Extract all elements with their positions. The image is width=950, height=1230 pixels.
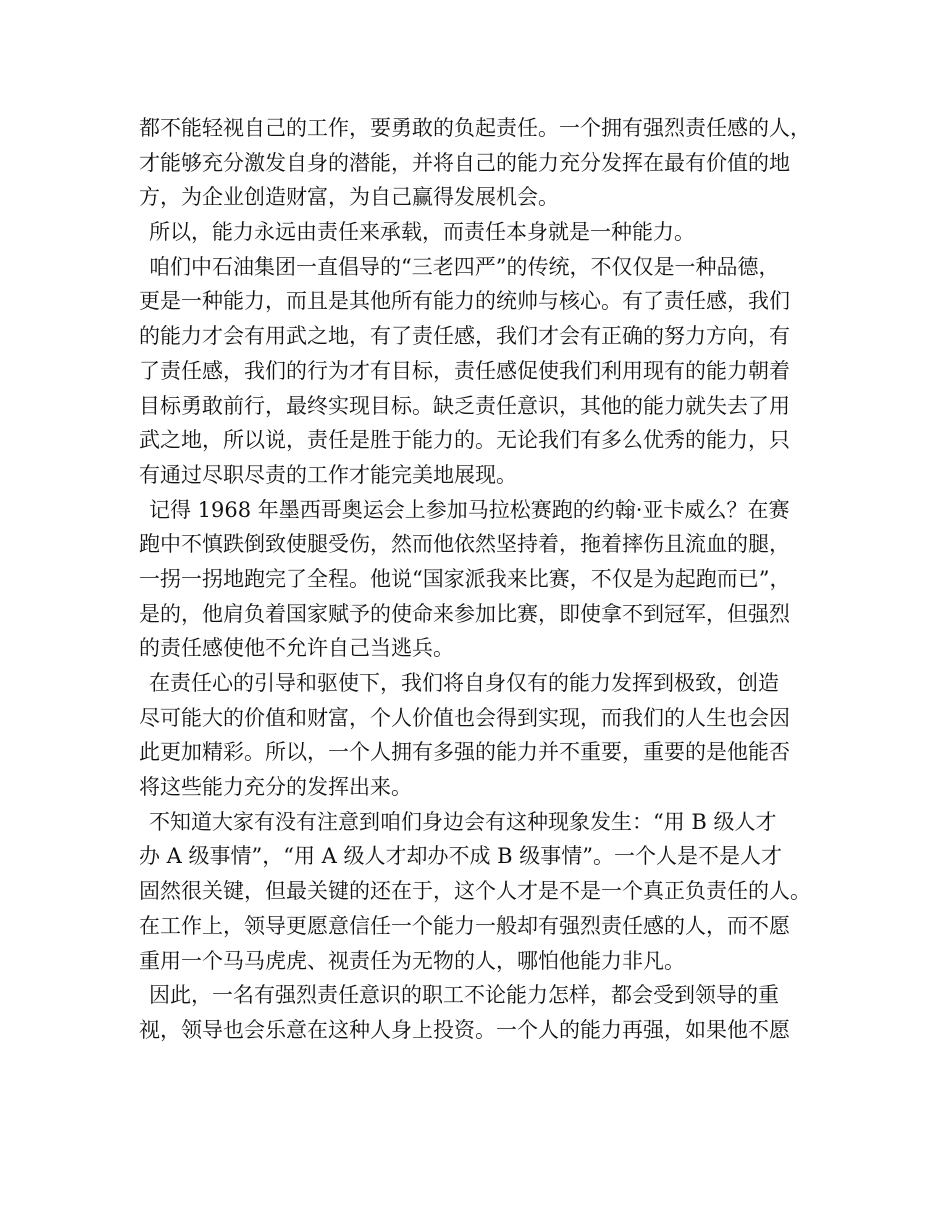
text-line: 在工作上，领导更愿意信任一个能力一般却有强烈责任感的人，而不愿 — [139, 913, 790, 938]
paragraph-start-line: 记得 1968 年墨西哥奥运会上参加马拉松赛跑的约翰·亚卡威么？在赛 — [149, 497, 790, 522]
text-line: 更是一种能力，而且是其他所有能力的统帅与核心。有了责任感，我们 — [139, 289, 790, 314]
text-line: 的能力才会有用武之地，有了责任感，我们才会有正确的努力方向，有 — [139, 324, 790, 349]
paragraph-start-line: 咱们中石油集团一直倡导的“三老四严”的传统，不仅仅是一种品德， — [149, 254, 780, 279]
paragraph-start-line: 不知道大家有没有注意到咱们身边会有这种现象发生：“用 B 级人才 — [149, 809, 777, 834]
text-line: 有通过尽职尽责的工作才能完美地展现。 — [139, 462, 517, 487]
text-line: 将这些能力充分的发挥出来。 — [139, 775, 412, 800]
text-line: 重用一个马马虎虎、视责任为无物的人，哪怕他能力非凡。 — [139, 948, 685, 973]
text-line: 尽可能大的价值和财富，个人价值也会得到实现，而我们的人生也会因 — [139, 705, 790, 730]
text-line: 的责任感使他不允许自己当逃兵。 — [139, 636, 454, 661]
paragraph-start-line: 因此，一名有强烈责任意识的职工不论能力怎样，都会受到领导的重 — [149, 983, 779, 1008]
text-line: 一拐一拐地跑完了全程。他说“国家派我来比赛，不仅是为起跑而已”， — [139, 566, 791, 591]
text-line: 都不能轻视自己的工作，要勇敢的负起责任。一个拥有强烈责任感的人， — [139, 116, 811, 140]
body-text — [139, 111, 829, 1048]
text-line: 办 A 级事情”，“用 A 级人才却办不成 B 级事情”。一个人是不是人才 — [139, 844, 783, 869]
text-line: 武之地，所以说，责任是胜于能力的。无论我们有多么优秀的能力，只 — [139, 428, 790, 453]
text-line: 了责任感，我们的行为才有目标，责任感促使我们利用现有的能力朝着 — [139, 358, 790, 383]
paragraph-start-line: 所以，能力永远由责任来承载，而责任本身就是一种能力。 — [149, 220, 695, 245]
paragraph-start-line: 在责任心的引导和驱使下，我们将自身仅有的能力发挥到极致，创造 — [149, 671, 779, 695]
text-line: 跑中不慎跌倒致使腿受伤，然而他依然坚持着，拖着摔伤且流血的腿， — [139, 532, 790, 557]
text-line: 此更加精彩。所以，一个人拥有多强的能力并不重要，重要的是他能否 — [139, 740, 790, 765]
text-line: 是的，他肩负着国家赋予的使命来参加比赛，即使拿不到冠军，但强烈 — [139, 601, 790, 626]
text-line: 视，领导也会乐意在这种人身上投资。一个人的能力再强，如果他不愿 — [139, 1017, 790, 1042]
text-line: 才能够充分激发自身的潜能，并将自己的能力充分发挥在最有价值的地 — [139, 150, 790, 175]
text-line: 目标勇敢前行，最终实现目标。缺乏责任意识，其他的能力就失去了用 — [139, 393, 790, 418]
text-line: 方，为企业创造财富，为自己赢得发展机会。 — [139, 185, 559, 210]
text-line: 固然很关键，但最关键的还在于，这个人才是不是一个真正负责任的人。 — [139, 879, 811, 904]
